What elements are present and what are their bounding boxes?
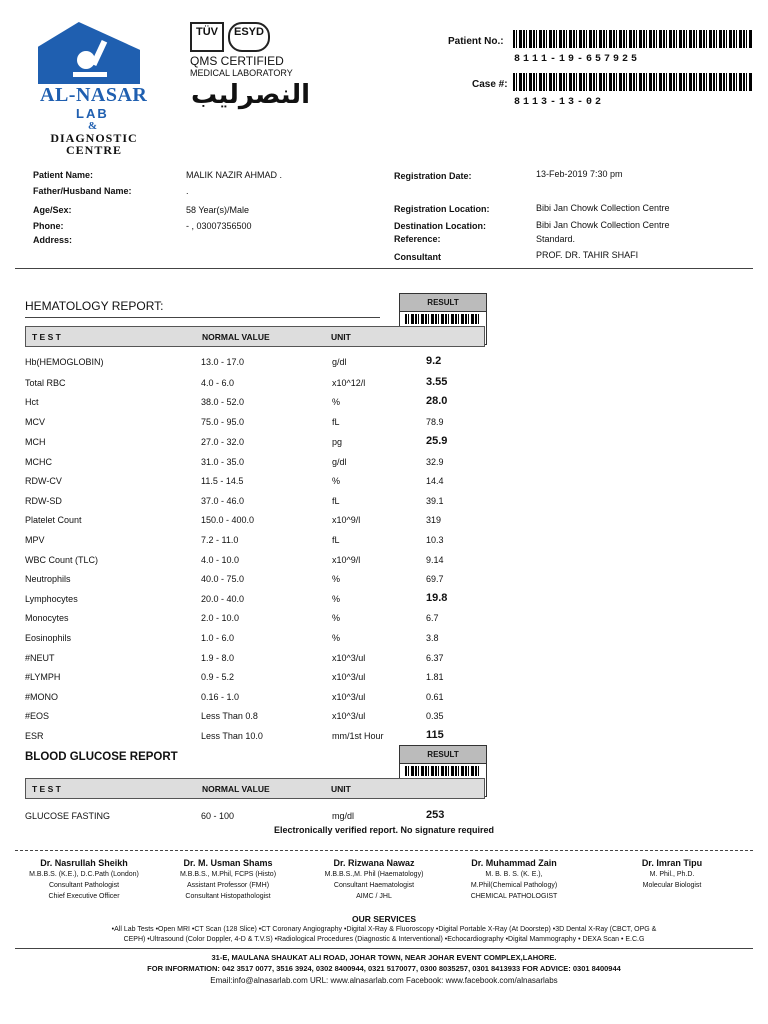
result-value: 3.8 [426,633,439,643]
normal-value: 11.5 - 14.5 [201,476,244,486]
doctor-qualification: M.B.B.S., M.Phil, FCPS (Histo) [179,871,277,878]
tuv-badge: TÜV [190,22,224,52]
test-name: Total RBC [25,378,66,388]
normal-value: 13.0 - 17.0 [201,357,245,367]
normal-value: 4.0 - 10.0 [201,555,240,565]
normal-value: 37.0 - 46.0 [201,496,245,506]
doctor-qualification: M. B. B. S. (K. E.), [485,871,543,878]
normal-value: Less Than 0.8 [201,711,258,721]
result-value: 0.61 [426,692,444,702]
logo-diag-line1: DIAGNOSTIC [50,131,138,145]
doctor-qualification: CHEMICAL PATHOLOGIST [470,893,558,900]
table-row [25,456,485,470]
microscope-icon [38,22,140,84]
doctor-qualification: M.B.B.S. (K.E.), D.C.Path (London) [29,871,139,878]
doctor-qualification: AIMC / JHL [356,893,392,900]
unit: fL [332,417,340,427]
doctor-card [14,858,154,902]
doctor-qualification: Assistant Professor (FMH) [186,882,270,889]
phone-label: Phone: [33,221,64,231]
esyd-badge: ESYD [228,22,270,52]
table-row [25,612,485,626]
doctor-qualification: M.Phil(Chemical Pathology) [470,882,558,889]
normal-value: 60 - 100 [201,811,235,821]
services-line1: •All Lab Tests •Open MRI •CT Scan (128 Slice) •CT Coronary Angiography •Digital X-Ray & Fluoroscopy •Digital Portable X-Ray (At Doorstep) •3D Dental X-Ray (CBCT, OPG & [111,926,657,933]
unit: % [332,397,341,407]
qms-subtitle: MEDICAL LABORATORY [190,68,293,78]
hematology-underline [25,317,380,318]
doctor-qualification: Consultant Pathologist [48,882,120,889]
phone: - , 03007356500 [186,221,252,231]
unit: mg/dl [332,811,355,821]
patient-barcode [513,30,753,48]
test-name: #NEUT [25,653,55,663]
services-divider [15,948,753,949]
table-row [25,573,485,587]
glucose-table-header [25,778,485,799]
unit: mm/1st Hour [332,731,384,741]
test-name: GLUCOSE FASTING [25,811,111,821]
case-no: 8113-13-02 [514,97,605,108]
doctor-qualification: M.B.B.S.,M. Phil (Haematology) [324,871,424,878]
doctor-card [158,858,298,902]
father-name: . [186,186,189,196]
doctor-qualification: Molecular Biologist [642,882,702,889]
unit: x10^12/l [332,378,366,388]
result-value: 6.7 [426,613,439,623]
test-name: MCV [25,417,45,427]
table-row [25,514,485,528]
reg-date-label: Registration Date: [394,171,472,181]
result-value: 28.0 [426,395,448,407]
test-name: Hct [25,397,39,407]
normal-value: 40.0 - 75.0 [201,574,245,584]
patient-name-label: Patient Name: [33,170,94,180]
result-value: 14.4 [426,476,444,486]
glucose-result-barcode [405,766,481,776]
table-row [25,534,485,548]
test-name: Monocytes [25,613,69,623]
doctor-qualification: Consultant Histopathologist [185,893,271,900]
result-value: 6.37 [426,653,444,663]
test-name: Hb(HEMOGLOBIN) [25,357,104,367]
result-value: 115 [426,729,444,741]
age-label: Age/Sex: [33,205,72,215]
unit: x10^9/l [332,515,361,525]
table-row [25,495,485,509]
test-name: RDW-SD [25,496,62,506]
unit: fL [332,535,340,545]
test-name: ESR [25,731,44,741]
logo-lab: LAB [76,106,109,121]
unit: g/dl [332,457,347,467]
result-value: 9.2 [426,355,442,367]
test-name: MPV [25,535,45,545]
table-row [25,356,485,370]
footer-divider [15,850,753,851]
normal-value: 1.9 - 8.0 [201,653,235,663]
unit: g/dl [332,357,347,367]
doctor-card [602,858,742,891]
logo-diagnostic [44,132,144,156]
unit: % [332,574,341,584]
glucose-result-header: RESULT [400,746,486,764]
col-unit: UNIT [331,332,351,342]
normal-value: 150.0 - 400.0 [201,515,255,525]
reg-loc-label: Registration Location: [394,204,490,214]
logo-amp: & [88,120,98,132]
table-row [25,691,485,705]
test-name: MCHC [25,457,52,467]
unit: pg [332,437,343,447]
contact-info: FOR INFORMATION: 042 3517 0077, 3516 3924, 0302 8400944, 0321 5170077, 0300 8035257, 0301 8413933 FOR ADVICE: 0301 8400944 [147,964,621,973]
unit: % [332,476,341,486]
doctor-card [304,858,444,902]
urdu-logo: النصرليب [191,80,310,110]
header-divider [15,268,753,269]
col-normal: NORMAL VALUE [202,332,270,342]
unit: % [332,594,341,604]
doctor-qualification: M. Phil., Ph.D. [649,871,695,878]
consultant: PROF. DR. TAHIR SHAFI [536,250,639,260]
table-row [25,632,485,646]
result-value: 1.81 [426,672,444,682]
table-row [25,396,485,410]
result-value: 32.9 [426,457,444,467]
test-name: Lymphocytes [25,594,78,604]
patient-name: MALIK NAZIR AHMAD . [186,170,283,180]
web-info: Email:info@alnasarlab.com URL: www.alnasarlab.com Facebook: www.facebook.com/alnasarlabs [210,976,558,985]
test-name: #EOS [25,711,50,721]
case-label: Case #: [472,79,508,90]
result-header: RESULT [400,294,486,312]
ref-label: Reference: [394,234,441,244]
test-name: #MONO [25,692,59,702]
patient-no: 8111-19-657925 [514,54,641,65]
unit: x10^3/ul [332,653,366,663]
glucose-col-unit: UNIT [331,784,351,794]
result-value: 3.55 [426,376,448,388]
normal-value: 27.0 - 32.0 [201,437,245,447]
logo-diag-line2: CENTRE [65,143,122,157]
test-name: WBC Count (TLC) [25,555,99,565]
table-row [25,554,485,568]
father-label: Father/Husband Name: [33,186,132,196]
result-value: 253 [426,809,445,821]
doctor-qualification: Consultant Haematologist [333,882,415,889]
normal-value: 7.2 - 11.0 [201,535,239,545]
glucose-col-test: T E S T [32,784,61,794]
table-row [25,436,485,450]
result-value: 39.1 [426,496,444,506]
normal-value: Less Than 10.0 [201,731,263,741]
normal-value: 31.0 - 35.0 [201,457,245,467]
normal-value: 38.0 - 52.0 [201,397,245,407]
result-value: 9.14 [426,555,444,565]
result-value: 78.9 [426,417,444,427]
table-row [25,593,485,607]
test-name: Platelet Count [25,515,82,525]
lab-logo [38,22,148,172]
consultant-label: Consultant [394,252,441,262]
doctor-name: Dr. Nasrullah Sheikh [40,858,128,868]
normal-value: 2.0 - 10.0 [201,613,240,623]
result-value: 319 [426,515,442,525]
normal-value: 1.0 - 6.0 [201,633,235,643]
result-value: 10.3 [426,535,444,545]
hematology-title: HEMATOLOGY REPORT: [25,299,164,313]
doctor-name: Dr. Rizwana Nawaz [333,858,415,868]
hematology-table-header [25,326,485,347]
doctor-name: Dr. Imran Tipu [641,858,703,868]
test-name: RDW-CV [25,476,62,486]
reg-date: 13-Feb-2019 7:30 pm [536,169,623,179]
services-title: OUR SERVICES [351,914,417,924]
result-value: 19.8 [426,592,448,604]
verified-note: Electronically verified report. No signature required [273,825,495,835]
table-row [25,652,485,666]
logo-title: AL-NASAR [40,84,148,106]
normal-value: 4.0 - 6.0 [201,378,235,388]
glucose-col-normal: NORMAL VALUE [202,784,270,794]
table-row [25,671,485,685]
patient-no-label: Patient No.: [448,36,504,47]
test-name: #LYMPH [25,672,61,682]
table-row [25,730,485,744]
doctor-name: Dr. M. Usman Shams [183,858,273,868]
test-name: MCH [25,437,46,447]
unit: % [332,633,341,643]
unit: fL [332,496,340,506]
unit: x10^3/ul [332,692,366,702]
services-line2: CEPH) •Ultrasound (Color Doppler, 4-D & T.V.S) •Radiological Procedures (Diagnostic & Interventional) •Echocardiography •Digital Mammography • DEXA Scan • E.C.G [123,936,645,943]
address: 31-E, MAULANA SHAUKAT ALI ROAD, JOHAR TOWN, NEAR JOHAR EVENT COMPLEX,LAHORE. [211,953,557,962]
doctor-name: Dr. Muhammad Zain [471,858,557,868]
reg-loc: Bibi Jan Chowk Collection Centre [536,203,670,213]
test-name: Eosinophils [25,633,72,643]
reference: Standard. [536,234,576,244]
age-sex: 58 Year(s)/Male [186,205,250,215]
normal-value: 0.16 - 1.0 [201,692,240,702]
doctor-qualification: Chief Executive Officer [48,893,120,900]
result-barcode [405,314,481,324]
address-label: Address: [33,235,73,245]
table-row [25,416,485,430]
result-value: 0.35 [426,711,444,721]
normal-value: 0.9 - 5.2 [201,672,235,682]
test-name: Neutrophils [25,574,71,584]
qms-certified: QMS CERTIFIED [190,54,284,68]
unit: % [332,613,341,623]
case-barcode [513,73,753,91]
dest-label: Destination Location: [394,221,486,231]
dest-loc: Bibi Jan Chowk Collection Centre [536,220,670,230]
normal-value: 20.0 - 40.0 [201,594,245,604]
table-row [25,475,485,489]
normal-value: 75.0 - 95.0 [201,417,245,427]
unit: x10^9/l [332,555,361,565]
col-test: T E S T [32,332,61,342]
table-row [25,377,485,391]
unit: x10^3/ul [332,672,366,682]
unit: x10^3/ul [332,711,366,721]
table-row [25,810,485,824]
doctor-card [444,858,584,902]
glucose-title: BLOOD GLUCOSE REPORT [25,751,178,763]
result-value: 69.7 [426,574,444,584]
result-value: 25.9 [426,435,448,447]
certification-block [190,22,310,112]
table-row [25,710,485,724]
